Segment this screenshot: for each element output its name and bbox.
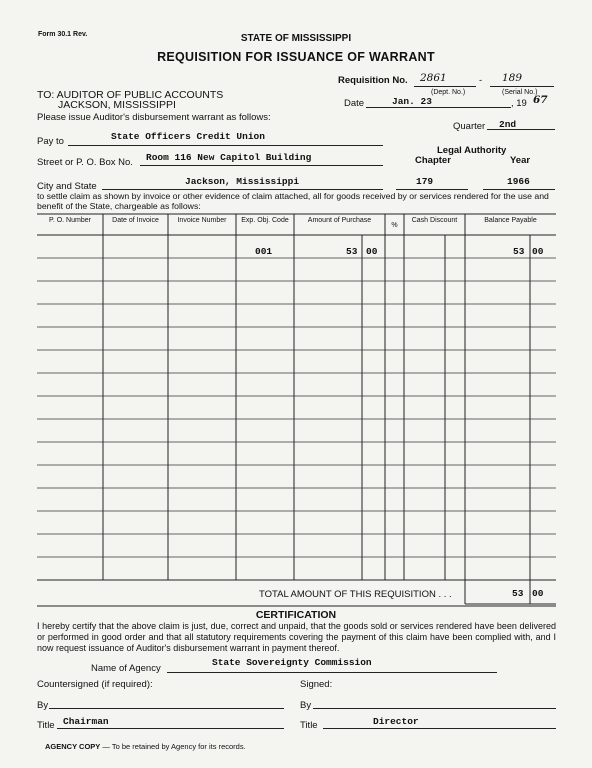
addressee-line1: TO: AUDITOR OF PUBLIC ACCOUNTS bbox=[37, 89, 224, 101]
addressee-line2: JACKSON, MISSISSIPPI bbox=[58, 99, 176, 111]
row-balance: 53 bbox=[513, 246, 525, 257]
form-number: Form 30.1 Rev. bbox=[38, 31, 88, 38]
by-label-right: By bbox=[300, 700, 312, 711]
year-prefix: , 19 bbox=[511, 98, 527, 109]
pay-to-value: State Officers Credit Union bbox=[111, 131, 265, 142]
requisition-label: Requisition No. bbox=[338, 75, 408, 86]
city-value: Jackson, Mississippi bbox=[185, 176, 300, 187]
agency-copy-label: AGENCY COPY bbox=[45, 742, 101, 751]
agency-copy-footer bbox=[45, 742, 246, 751]
legal-authority-heading: Legal Authority bbox=[437, 145, 507, 156]
col-balance-payable: Balance Payable bbox=[484, 217, 537, 224]
quarter-label: Quarter bbox=[453, 121, 486, 132]
chapter-label: Chapter bbox=[415, 155, 451, 166]
title-value-right: Director bbox=[373, 716, 419, 727]
year-label: Year bbox=[510, 155, 531, 166]
certification-heading: CERTIFICATION bbox=[255, 609, 337, 621]
settle-claim-text: to settle claim as shown by invoice or other evidence of claim attached, all for goods received by or services rendered for the use and benefit of the State, chargeable as follows: bbox=[37, 191, 549, 211]
col-amount-of-purchase: Amount of Purchase bbox=[307, 217, 372, 224]
col-exp-obj-code: Exp. Obj. Code bbox=[241, 217, 289, 224]
street-label: Street or P. O. Box No. bbox=[37, 157, 133, 168]
row-balance-cents: 00 bbox=[532, 246, 544, 257]
pay-to-label: Pay to bbox=[37, 136, 64, 147]
total-label: TOTAL AMOUNT OF THIS REQUISITION . . . bbox=[259, 589, 452, 600]
state-heading: STATE OF MISSISSIPPI bbox=[240, 33, 352, 44]
date-value: Jan. 23 bbox=[392, 96, 432, 107]
agency-label: Name of Agency bbox=[91, 663, 161, 674]
col-percent: % bbox=[391, 222, 398, 229]
street-value: Room 116 New Capitol Building bbox=[146, 152, 312, 163]
chapter-value: 179 bbox=[416, 176, 434, 187]
date-label: Date bbox=[344, 98, 365, 109]
title-value-left: Chairman bbox=[63, 716, 109, 727]
row-amount-cents: 00 bbox=[366, 246, 378, 257]
countersigned-label: Countersigned (if required): bbox=[37, 679, 153, 690]
col-cash-discount: Cash Discount bbox=[411, 217, 458, 224]
instruction-text: Please issue Auditor's disbursement warrant as follows: bbox=[37, 112, 271, 123]
title-label-right: Title bbox=[300, 720, 318, 731]
col-po-number: P. O. Number bbox=[49, 217, 91, 224]
col-date-of-invoice: Date of Invoice bbox=[112, 217, 159, 224]
dept-caption: (Dept. No.) bbox=[431, 89, 466, 96]
serial-caption: (Serial No.) bbox=[502, 89, 538, 96]
total-value: 53 bbox=[512, 588, 524, 599]
total-cents: 00 bbox=[532, 588, 544, 599]
quarter-value: 2nd bbox=[499, 119, 517, 130]
serial-number-value: 189 bbox=[502, 72, 523, 84]
row-exp-code: 001 bbox=[255, 246, 273, 257]
page-title: REQUISITION FOR ISSUANCE OF WARRANT bbox=[157, 50, 435, 64]
legal-year-value: 1966 bbox=[507, 176, 530, 187]
signed-label: Signed: bbox=[300, 679, 333, 690]
agency-copy-note: — To be retained by Agency for its records. bbox=[102, 742, 246, 751]
dept-number-value: 2861 bbox=[420, 72, 447, 84]
by-label-left: By bbox=[37, 700, 49, 711]
row-amount: 53 bbox=[346, 246, 358, 257]
title-label-left: Title bbox=[37, 720, 55, 731]
year-suffix: 67 bbox=[533, 94, 548, 106]
agency-value: State Sovereignty Commission bbox=[212, 657, 372, 668]
certification-text: I hereby certify that the above claim is just, due, correct and unpaid, that the goods sold or services rendered have been delivered or performed in good order and that all statutory requirements covering the payment of this claim have been complied with, and I now request issuance of Auditor's disbursement warrant in payment thereof. bbox=[37, 621, 556, 653]
city-label: City and State bbox=[37, 181, 97, 192]
col-invoice-number: Invoice Number bbox=[177, 217, 227, 224]
